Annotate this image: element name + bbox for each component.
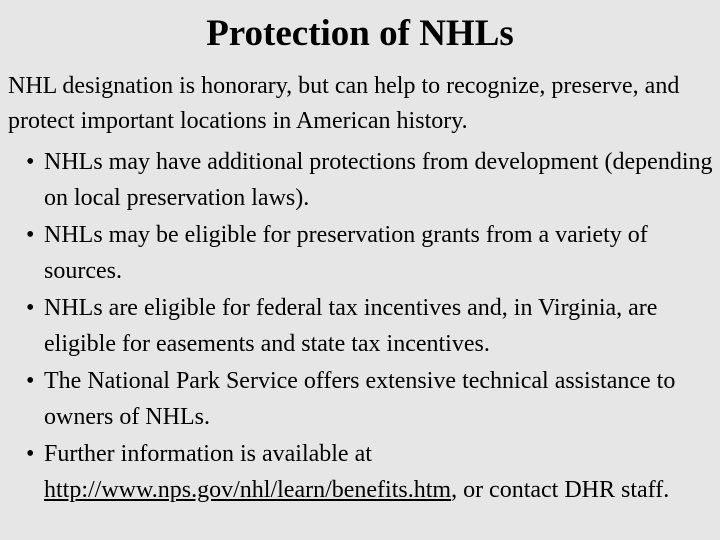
bullet-text: NHLs are eligible for federal tax incentives and, in Virginia, are eligible for easements and state tax incentives. — [44, 295, 658, 357]
bullet-item-development-protections — [24, 144, 716, 216]
bullet-icon: • — [26, 441, 35, 467]
bullet-text-before-link: Further information is available at — [44, 441, 372, 467]
bullet-icon: • — [26, 295, 35, 321]
bullet-item-technical-assistance — [24, 363, 716, 435]
bullet-item-further-information — [24, 436, 716, 508]
bullet-item-preservation-grants — [24, 217, 716, 289]
bullet-text-after-link: , or contact DHR staff. — [451, 477, 670, 503]
bullet-text: NHLs may have additional protections from development (depending on local preservation laws). — [44, 149, 713, 211]
bullet-item-tax-incentives — [24, 290, 716, 362]
bullet-icon: • — [26, 149, 35, 175]
bullet-text: The National Park Service offers extensive technical assistance to owners of NHLs. — [44, 368, 676, 430]
intro-paragraph: NHL designation is honorary, but can help to recognize, preserve, and protect important locations in American history. — [8, 73, 680, 134]
bullet-icon: • — [26, 368, 35, 394]
bullet-icon: • — [26, 222, 35, 248]
slide-title: Protection of NHLs — [206, 13, 514, 54]
benefits-link[interactable]: http://www.nps.gov/nhl/learn/benefits.htm — [44, 477, 452, 503]
bullet-list — [24, 144, 716, 509]
bullet-text: NHLs may be eligible for preservation grants from a variety of sources. — [44, 222, 648, 284]
